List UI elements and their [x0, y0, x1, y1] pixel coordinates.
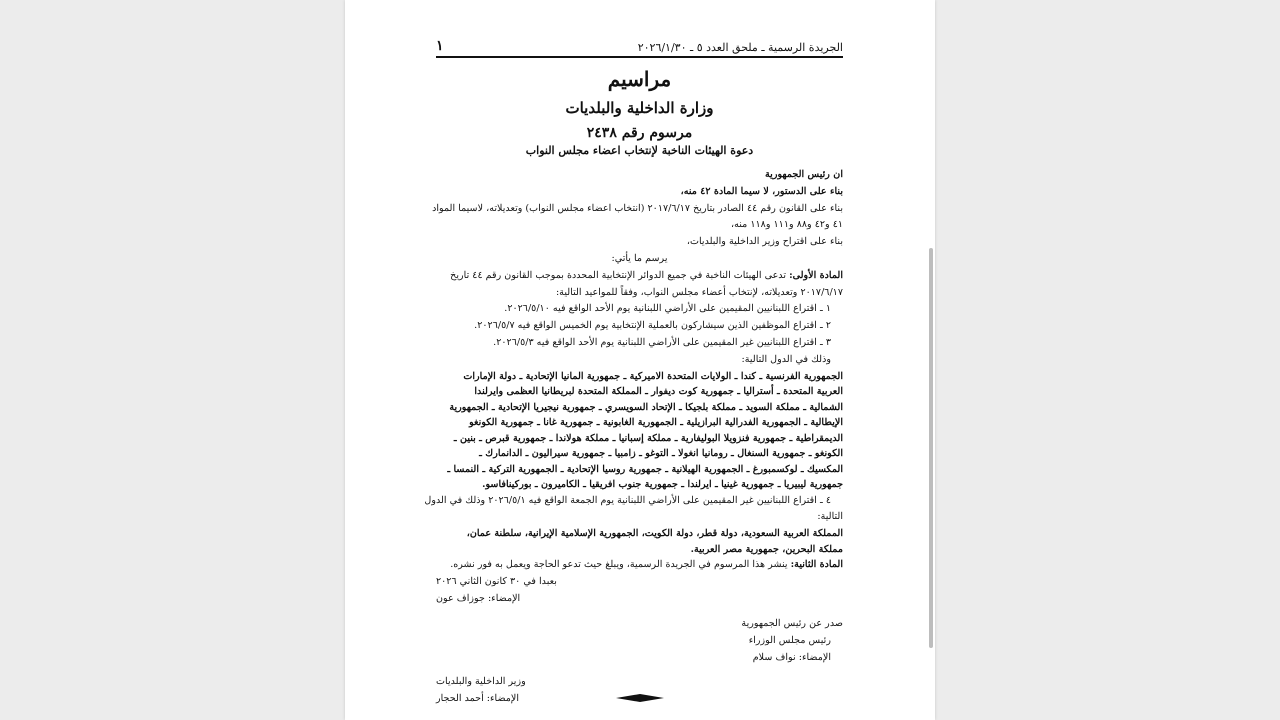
president-signature — [436, 574, 636, 608]
article-2-label: المادة الثانية: — [790, 559, 843, 571]
article-1-label: المادة الأولى: — [789, 269, 843, 281]
prime-minister-signature — [741, 616, 843, 666]
countries-line: الجمهورية الفرنسية ـ كندا ـ الولايات المتحدة الاميركية ـ جمهورية المانيا الإتحادية ـ دولة الإمارات — [463, 370, 843, 382]
decree-preamble-end: يرسم ما يأتي: — [611, 252, 668, 264]
president-signature-line: الإمضاء: جوزاف عون — [436, 592, 521, 604]
countries-line: الشمالية ـ مملكة السويد ـ مملكة بلجيكا ـ الإتحاد السويسري ـ جمهورية نيجيريا الإتحادية ـ الجمهورية — [449, 401, 843, 413]
pm-signature-line: الإمضاء: نواف سلام — [752, 651, 831, 663]
countries-line: جمهورية ليبيريا ـ جمهورية غينيا ـ ايرلندا ـ جمهورية جنوب افريقيا ـ الكاميرون ـ بوركينافاسو. — [482, 479, 843, 491]
article-1-item-2: ٢ ـ اقتراع الموظفين الذين سيشاركون بالعملية الإنتخابية يوم الخميس الواقع فيه ٢٠٢٦/٥/٧. — [474, 320, 831, 332]
countries-line: المكسيك ـ لوكسمبورغ ـ الجمهورية الهيلانية ـ جمهورية روسيا الإتحادية ـ الجمهورية التركية ـ النمسا ـ — [447, 463, 843, 475]
preamble-line-2: بناء على الدستور، لا سيما المادة ٤٢ منه، — [680, 185, 843, 197]
preamble-line-5: بناء على اقتراح وزير الداخلية والبلديات، — [686, 236, 843, 248]
article-2 — [436, 557, 843, 574]
preamble-line-3: بناء على القانون رقم ٤٤ الصادر بتاريخ ٢٠١٧/٦/١٧ (انتخاب اعضاء مجلس النواب) وتعديلاته، لاسيما المواد — [432, 202, 843, 214]
preamble-line-4: ٤١ و٤٢ و٨٨ و١١١ و١١٨ منه، — [731, 219, 843, 231]
article-1-item-3: ٣ ـ اقتراع اللبنانيين غير المقيمين على الأراضي اللبنانية يوم الأحد الواقع فيه ٢٠٢٦/٥/٣. — [493, 336, 831, 348]
countries-line: العربية المتحدة ـ أستراليا ـ جمهورية كوت ديفوار ـ المملكة المتحدة لبريطانيا العظمى وايرلندا — [474, 386, 843, 398]
article-1-line-2: ٢٠١٧/٦/١٧ وتعديلاته، لإنتخاب أعضاء مجلس النواب، وفقاً للمواعيد التالية: — [555, 286, 843, 298]
document-content — [424, 36, 843, 708]
end-ornament-icon — [616, 694, 664, 702]
signing-date: بعبدا في ٣٠ كانون الثاني ٢٠٢٦ — [436, 575, 557, 587]
section-title: مراسيم — [607, 67, 672, 91]
countries-line: مملكة البحرين، جمهورية مصر العربية. — [690, 543, 843, 555]
pm-title: رئيس مجلس الوزراء — [748, 634, 831, 646]
minister-title: وزير الداخلية والبلديات — [436, 675, 526, 687]
article-1-item-3-follow: وذلك في الدول التالية: — [741, 353, 831, 365]
countries-line: الديمقراطية ـ جمهورية فنزويلا البوليفارية ـ مملكة إسبانيا ـ مملكة هولاندا ـ جمهورية قبرص ـ بنين ـ — [453, 432, 843, 444]
article-1-line-1 — [436, 268, 843, 285]
countries-line: الكونغو ـ جمهورية السنغال ـ رومانيا انغولا ـ التوغو ـ زامبيا ـ جمهورية سيراليون ـ الدانمارك ـ — [479, 448, 843, 460]
vertical-scrollbar[interactable] — [929, 248, 933, 648]
article-1-item-4: ٤ ـ اقتراع اللبنانيين غير المقيمين على الأراضي اللبنانية يوم الجمعة الواقع فيه ٢٠٢٦/٥/١ وذلك في الدول — [424, 494, 831, 506]
article-1-text: تدعى الهيئات الناخبة في جميع الدوائر الإنتخابية المحددة بموجب القانون رقم ٤٤ تاريخ — [450, 269, 790, 281]
page-header — [436, 36, 843, 58]
article-1-item-1: ١ ـ اقتراع اللبنانيين المقيمين على الأراضي اللبنانية يوم الأحد الواقع فيه ٢٠٢٦/٥/١٠. — [504, 303, 831, 315]
countries-list — [436, 369, 843, 493]
countries-list-2 — [436, 526, 843, 557]
decree-subject: دعوة الهيئات الناخبة لإنتخاب اعضاء مجلس النواب — [525, 144, 754, 157]
minister-signature-line: الإمضاء: أحمد الحجار — [436, 692, 520, 704]
preamble-line-1: ان رئيس الجمهورية — [765, 169, 843, 180]
decree-number: مرسوم رقم ٢٤٣٨ — [586, 125, 693, 141]
countries-line: الإيطالية ـ الجمهورية الفدرالية البرازيلية ـ الجمهورية الغابونية ـ جمهورية غانا ـ جمهورية الكونغو — [469, 417, 843, 429]
gazette-header-text: الجريدة الرسمية ـ ملحق العدد ٥ ـ ٢٠٢٦/١/٣٠ — [637, 41, 843, 54]
article-2-text: ينشر هذا المرسوم في الجريدة الرسمية، ويبلغ حيث تدعو الحاجة ويعمل به فور نشره. — [450, 559, 791, 571]
article-1-item-4-follow: التالية: — [817, 511, 843, 523]
signature-block — [436, 574, 843, 686]
ministry-title: وزارة الداخلية والبلديات — [565, 99, 714, 117]
page-number: ١ — [436, 38, 444, 54]
countries-line: المملكة العربية السعودية، دولة قطر، دولة الكويت، الجمهورية الإسلامية الإيرانية، سلطنة عمان، — [466, 528, 843, 540]
issued-by: صدر عن رئيس الجمهورية — [741, 617, 843, 629]
